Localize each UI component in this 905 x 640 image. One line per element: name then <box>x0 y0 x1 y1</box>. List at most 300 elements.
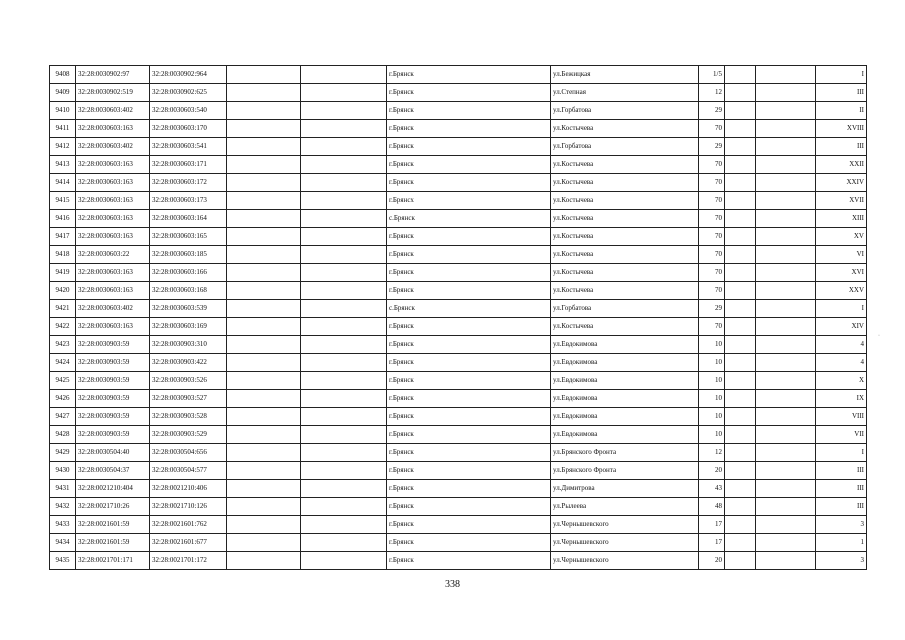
city-cell: г.Брянск <box>387 264 551 282</box>
empty-cell <box>301 426 387 444</box>
cadastral-unit-cell: 32:28:0030903:527 <box>150 390 227 408</box>
empty-cell <box>301 498 387 516</box>
cadastral-parent-cell: 32:28:0030903:59 <box>76 408 150 426</box>
house-number-cell: 70 <box>699 228 725 246</box>
premises-number-cell: XIII <box>816 210 867 228</box>
row-number-cell: 9412 <box>50 138 76 156</box>
city-cell: г.Брянск <box>387 120 551 138</box>
empty-cell <box>725 246 756 264</box>
cadastral-unit-cell: 32:28:0030504:656 <box>150 444 227 462</box>
empty-cell <box>756 372 816 390</box>
empty-cell <box>227 300 301 318</box>
premises-number-cell: VIII <box>816 408 867 426</box>
table-row <box>50 408 867 426</box>
empty-cell <box>756 426 816 444</box>
empty-cell <box>301 192 387 210</box>
empty-cell <box>756 516 816 534</box>
city-cell: г.Брянск <box>387 462 551 480</box>
empty-cell <box>725 372 756 390</box>
house-number-cell: 12 <box>699 84 725 102</box>
margin-mark: · <box>878 333 880 339</box>
empty-cell <box>227 354 301 372</box>
empty-cell <box>227 138 301 156</box>
city-cell: г.Брянск <box>387 354 551 372</box>
table-row <box>50 120 867 138</box>
empty-cell <box>756 444 816 462</box>
empty-cell <box>725 498 756 516</box>
house-number-cell: 12 <box>699 444 725 462</box>
cadastral-parent-cell: 32:28:0030603:163 <box>76 210 150 228</box>
premises-number-cell: XXIV <box>816 174 867 192</box>
row-number-cell: 9408 <box>50 66 76 84</box>
table-row <box>50 102 867 120</box>
cadastral-unit-cell: 32:28:0030603:168 <box>150 282 227 300</box>
table-row <box>50 156 867 174</box>
row-number-cell: 9429 <box>50 444 76 462</box>
empty-cell <box>756 318 816 336</box>
street-cell: ул.Костычева <box>551 210 699 228</box>
street-cell: ул.Костычева <box>551 246 699 264</box>
city-cell: г.Брянск <box>387 498 551 516</box>
empty-cell <box>301 120 387 138</box>
empty-cell <box>756 66 816 84</box>
table-row <box>50 174 867 192</box>
cadastral-unit-cell: 32:28:0030603:172 <box>150 174 227 192</box>
cadastral-parent-cell: 32:28:0030902:519 <box>76 84 150 102</box>
city-cell: г.Брянск <box>387 444 551 462</box>
city-cell: г.Брянск <box>387 174 551 192</box>
cadastral-unit-cell: 32:28:0030903:526 <box>150 372 227 390</box>
empty-cell <box>756 498 816 516</box>
row-number-cell: 9414 <box>50 174 76 192</box>
house-number-cell: 70 <box>699 282 725 300</box>
empty-cell <box>227 498 301 516</box>
street-cell: ул.Костычева <box>551 192 699 210</box>
row-number-cell: 9421 <box>50 300 76 318</box>
cadastral-unit-cell: 32:28:0030903:422 <box>150 354 227 372</box>
premises-number-cell: 3 <box>816 552 867 570</box>
empty-cell <box>725 390 756 408</box>
premises-number-cell: II <box>816 102 867 120</box>
city-cell: г.Брянск <box>387 336 551 354</box>
house-number-cell: 20 <box>699 552 725 570</box>
street-cell: ул.Евдокимова <box>551 390 699 408</box>
house-number-cell: 70 <box>699 264 725 282</box>
premises-number-cell: VI <box>816 246 867 264</box>
row-number-cell: 9422 <box>50 318 76 336</box>
empty-cell <box>301 282 387 300</box>
empty-cell <box>301 138 387 156</box>
empty-cell <box>725 120 756 138</box>
cadastral-parent-cell: 32:28:0030603:163 <box>76 156 150 174</box>
house-number-cell: 10 <box>699 372 725 390</box>
street-cell: ул.Степная <box>551 84 699 102</box>
premises-number-cell: X <box>816 372 867 390</box>
row-number-cell: 9432 <box>50 498 76 516</box>
street-cell: ул.Чернышевского <box>551 534 699 552</box>
street-cell: ул.Костычева <box>551 174 699 192</box>
empty-cell <box>301 210 387 228</box>
premises-number-cell: XVI <box>816 264 867 282</box>
table-row <box>50 390 867 408</box>
empty-cell <box>301 534 387 552</box>
table-row <box>50 246 867 264</box>
premises-number-cell: III <box>816 462 867 480</box>
cadastral-unit-cell: 32:28:0030603:539 <box>150 300 227 318</box>
empty-cell <box>227 264 301 282</box>
street-cell: ул.Бежицкая <box>551 66 699 84</box>
empty-cell <box>756 336 816 354</box>
property-registry-table <box>49 65 867 570</box>
cadastral-parent-cell: 32:28:0030603:163 <box>76 174 150 192</box>
empty-cell <box>227 462 301 480</box>
table-row <box>50 210 867 228</box>
empty-cell <box>725 228 756 246</box>
cadastral-parent-cell: 32:28:0021210:404 <box>76 480 150 498</box>
house-number-cell: 10 <box>699 336 725 354</box>
empty-cell <box>756 534 816 552</box>
street-cell: ул.Чернышевского <box>551 552 699 570</box>
empty-cell <box>301 174 387 192</box>
table-row <box>50 444 867 462</box>
city-cell: г.Брянск <box>387 534 551 552</box>
row-number-cell: 9431 <box>50 480 76 498</box>
empty-cell <box>227 552 301 570</box>
empty-cell <box>725 156 756 174</box>
street-cell: ул.Костычева <box>551 318 699 336</box>
premises-number-cell: I <box>816 66 867 84</box>
empty-cell <box>301 516 387 534</box>
empty-cell <box>756 102 816 120</box>
empty-cell <box>227 228 301 246</box>
house-number-cell: 70 <box>699 156 725 174</box>
row-number-cell: 9420 <box>50 282 76 300</box>
house-number-cell: 10 <box>699 390 725 408</box>
cadastral-unit-cell: 32:28:0030603:166 <box>150 264 227 282</box>
cadastral-parent-cell: 32:28:0030903:59 <box>76 336 150 354</box>
empty-cell <box>227 282 301 300</box>
empty-cell <box>725 102 756 120</box>
empty-cell <box>725 462 756 480</box>
premises-number-cell: 4 <box>816 354 867 372</box>
empty-cell <box>227 102 301 120</box>
empty-cell <box>301 102 387 120</box>
row-number-cell: 9425 <box>50 372 76 390</box>
row-number-cell: 9428 <box>50 426 76 444</box>
premises-number-cell: III <box>816 84 867 102</box>
empty-cell <box>301 390 387 408</box>
cadastral-unit-cell: 32:28:0030603:164 <box>150 210 227 228</box>
empty-cell <box>725 66 756 84</box>
premises-number-cell: VII <box>816 426 867 444</box>
cadastral-unit-cell: 32:28:0030603:541 <box>150 138 227 156</box>
empty-cell <box>301 66 387 84</box>
cadastral-parent-cell: 32:28:0030603:402 <box>76 102 150 120</box>
table-row <box>50 372 867 390</box>
cadastral-unit-cell: 32:28:0030603:185 <box>150 246 227 264</box>
cadastral-parent-cell: 32:28:0030603:163 <box>76 318 150 336</box>
table-row <box>50 66 867 84</box>
cadastral-parent-cell: 32:28:0030504:40 <box>76 444 150 462</box>
house-number-cell: 70 <box>699 174 725 192</box>
empty-cell <box>756 228 816 246</box>
city-cell: г.Брянск <box>387 138 551 156</box>
row-number-cell: 9423 <box>50 336 76 354</box>
cadastral-unit-cell: 32:28:0030603:165 <box>150 228 227 246</box>
empty-cell <box>756 84 816 102</box>
empty-cell <box>725 318 756 336</box>
empty-cell <box>756 264 816 282</box>
street-cell: ул.Чернышевского <box>551 516 699 534</box>
empty-cell <box>227 480 301 498</box>
empty-cell <box>227 210 301 228</box>
cadastral-unit-cell: 32:28:0021210:406 <box>150 480 227 498</box>
premises-number-cell: III <box>816 480 867 498</box>
cadastral-parent-cell: 32:28:0030603:163 <box>76 120 150 138</box>
premises-number-cell: 1 <box>816 534 867 552</box>
row-number-cell: 9430 <box>50 462 76 480</box>
empty-cell <box>725 174 756 192</box>
cadastral-unit-cell: 32:28:0030603:540 <box>150 102 227 120</box>
house-number-cell: 17 <box>699 534 725 552</box>
city-cell: с.Брянск <box>387 300 551 318</box>
empty-cell <box>756 282 816 300</box>
cadastral-parent-cell: 32:28:0021601:59 <box>76 534 150 552</box>
city-cell: г.Брянск <box>387 156 551 174</box>
row-number-cell: 9417 <box>50 228 76 246</box>
empty-cell <box>725 408 756 426</box>
house-number-cell: 70 <box>699 210 725 228</box>
empty-cell <box>756 354 816 372</box>
empty-cell <box>227 336 301 354</box>
empty-cell <box>227 66 301 84</box>
street-cell: ул.Евдокимова <box>551 426 699 444</box>
empty-cell <box>756 210 816 228</box>
page-number: 338 <box>445 579 460 590</box>
empty-cell <box>301 462 387 480</box>
empty-cell <box>227 174 301 192</box>
empty-cell <box>227 318 301 336</box>
row-number-cell: 9433 <box>50 516 76 534</box>
empty-cell <box>227 84 301 102</box>
empty-cell <box>756 462 816 480</box>
cadastral-parent-cell: 32:28:0021601:59 <box>76 516 150 534</box>
house-number-cell: 48 <box>699 498 725 516</box>
street-cell: ул.Евдокимова <box>551 336 699 354</box>
empty-cell <box>756 300 816 318</box>
row-number-cell: 9434 <box>50 534 76 552</box>
empty-cell <box>301 480 387 498</box>
empty-cell <box>301 156 387 174</box>
city-cell: г.Брянск <box>387 552 551 570</box>
empty-cell <box>725 84 756 102</box>
empty-cell <box>756 552 816 570</box>
row-number-cell: 9424 <box>50 354 76 372</box>
cadastral-parent-cell: 32:28:0030903:59 <box>76 354 150 372</box>
street-cell: ул.Рылеева <box>551 498 699 516</box>
street-cell: ул.Горбатова <box>551 300 699 318</box>
empty-cell <box>227 120 301 138</box>
premises-number-cell: XIV <box>816 318 867 336</box>
row-number-cell: 9415 <box>50 192 76 210</box>
empty-cell <box>725 480 756 498</box>
premises-number-cell: I <box>816 300 867 318</box>
cadastral-parent-cell: 32:28:0030603:163 <box>76 228 150 246</box>
empty-cell <box>227 372 301 390</box>
table-row <box>50 318 867 336</box>
cadastral-parent-cell: 32:28:0030903:59 <box>76 390 150 408</box>
table-body <box>50 66 867 570</box>
row-number-cell: 9419 <box>50 264 76 282</box>
empty-cell <box>301 336 387 354</box>
house-number-cell: 10 <box>699 426 725 444</box>
empty-cell <box>756 156 816 174</box>
cadastral-parent-cell: 32:28:0030504:37 <box>76 462 150 480</box>
table-row <box>50 282 867 300</box>
cadastral-unit-cell: 32:28:0030603:173 <box>150 192 227 210</box>
cadastral-parent-cell: 32:28:0030603:163 <box>76 264 150 282</box>
house-number-cell: 1/5 <box>699 66 725 84</box>
empty-cell <box>301 264 387 282</box>
table-row <box>50 336 867 354</box>
empty-cell <box>301 300 387 318</box>
cadastral-unit-cell: 32:28:0030903:310 <box>150 336 227 354</box>
empty-cell <box>227 156 301 174</box>
row-number-cell: 9413 <box>50 156 76 174</box>
row-number-cell: 9435 <box>50 552 76 570</box>
premises-number-cell: XVII <box>816 192 867 210</box>
table-row <box>50 516 867 534</box>
empty-cell <box>227 246 301 264</box>
street-cell: ул.Костычева <box>551 282 699 300</box>
premises-number-cell: I <box>816 444 867 462</box>
cadastral-parent-cell: 32:28:0030903:59 <box>76 426 150 444</box>
premises-number-cell: III <box>816 138 867 156</box>
cadastral-parent-cell: 32:28:0030603:163 <box>76 192 150 210</box>
empty-cell <box>756 390 816 408</box>
premises-number-cell: XV <box>816 228 867 246</box>
empty-cell <box>756 192 816 210</box>
street-cell: ул.Евдокимова <box>551 408 699 426</box>
street-cell: ул.Димитрова <box>551 480 699 498</box>
empty-cell <box>756 174 816 192</box>
cadastral-unit-cell: 32:28:0030903:528 <box>150 408 227 426</box>
row-number-cell: 9426 <box>50 390 76 408</box>
street-cell: ул.Костычева <box>551 156 699 174</box>
table-row <box>50 84 867 102</box>
cadastral-parent-cell: 32:28:0030903:59 <box>76 372 150 390</box>
empty-cell <box>227 390 301 408</box>
empty-cell <box>725 354 756 372</box>
empty-cell <box>227 192 301 210</box>
city-cell: г.Брянск <box>387 246 551 264</box>
house-number-cell: 29 <box>699 102 725 120</box>
city-cell: г.Брянск <box>387 516 551 534</box>
empty-cell <box>301 84 387 102</box>
city-cell: г.Брянск <box>387 480 551 498</box>
table-row <box>50 462 867 480</box>
street-cell: ул.Костычева <box>551 264 699 282</box>
cadastral-unit-cell: 32:28:0030902:964 <box>150 66 227 84</box>
house-number-cell: 10 <box>699 408 725 426</box>
city-cell: г.Брянск <box>387 372 551 390</box>
empty-cell <box>725 138 756 156</box>
street-cell: ул.Костычева <box>551 120 699 138</box>
table-row <box>50 138 867 156</box>
cadastral-parent-cell: 32:28:0030603:402 <box>76 138 150 156</box>
empty-cell <box>756 408 816 426</box>
city-cell: г.Брянск <box>387 84 551 102</box>
premises-number-cell: XXII <box>816 156 867 174</box>
table-row <box>50 192 867 210</box>
city-cell: г.Брянсх <box>387 192 551 210</box>
row-number-cell: 9416 <box>50 210 76 228</box>
empty-cell <box>301 318 387 336</box>
cadastral-unit-cell: 32:28:0021710:126 <box>150 498 227 516</box>
empty-cell <box>301 408 387 426</box>
row-number-cell: 9411 <box>50 120 76 138</box>
cadastral-unit-cell: 32:28:0030902:625 <box>150 84 227 102</box>
cadastral-parent-cell: 32:28:0030603:163 <box>76 282 150 300</box>
city-cell: г.Брянск <box>387 228 551 246</box>
street-cell: ул.Горбатова <box>551 138 699 156</box>
city-cell: с.Брянск <box>387 210 551 228</box>
empty-cell <box>227 534 301 552</box>
cadastral-parent-cell: 32:28:0021701:171 <box>76 552 150 570</box>
house-number-cell: 29 <box>699 300 725 318</box>
cadastral-unit-cell: 32:28:0030903:529 <box>150 426 227 444</box>
street-cell: ул.Евдокимова <box>551 372 699 390</box>
empty-cell <box>725 516 756 534</box>
city-cell: г.Брянск <box>387 66 551 84</box>
row-number-cell: 9409 <box>50 84 76 102</box>
street-cell: ул.Костычева <box>551 228 699 246</box>
cadastral-parent-cell: 32:28:0030603:402 <box>76 300 150 318</box>
empty-cell <box>227 408 301 426</box>
table-row <box>50 300 867 318</box>
empty-cell <box>725 534 756 552</box>
empty-cell <box>725 282 756 300</box>
cadastral-parent-cell: 32:28:0030603:22 <box>76 246 150 264</box>
premises-number-cell: III <box>816 498 867 516</box>
row-number-cell: 9418 <box>50 246 76 264</box>
empty-cell <box>301 444 387 462</box>
city-cell: г.Брянск <box>387 282 551 300</box>
empty-cell <box>301 246 387 264</box>
cadastral-unit-cell: 32:28:0021601:762 <box>150 516 227 534</box>
empty-cell <box>227 444 301 462</box>
empty-cell <box>725 210 756 228</box>
empty-cell <box>301 552 387 570</box>
empty-cell <box>725 444 756 462</box>
premises-number-cell: XVIII <box>816 120 867 138</box>
row-number-cell: 9427 <box>50 408 76 426</box>
cadastral-unit-cell: 32:28:0030603:171 <box>150 156 227 174</box>
premises-number-cell: IX <box>816 390 867 408</box>
empty-cell <box>227 516 301 534</box>
empty-cell <box>756 480 816 498</box>
cadastral-unit-cell: 32:28:0021601:677 <box>150 534 227 552</box>
empty-cell <box>725 552 756 570</box>
house-number-cell: 17 <box>699 516 725 534</box>
street-cell: ул.Евдокимова <box>551 354 699 372</box>
street-cell: ул.Горбатова <box>551 102 699 120</box>
empty-cell <box>227 426 301 444</box>
house-number-cell: 70 <box>699 120 725 138</box>
empty-cell <box>725 264 756 282</box>
city-cell: г.Брянск <box>387 318 551 336</box>
house-number-cell: 70 <box>699 192 725 210</box>
